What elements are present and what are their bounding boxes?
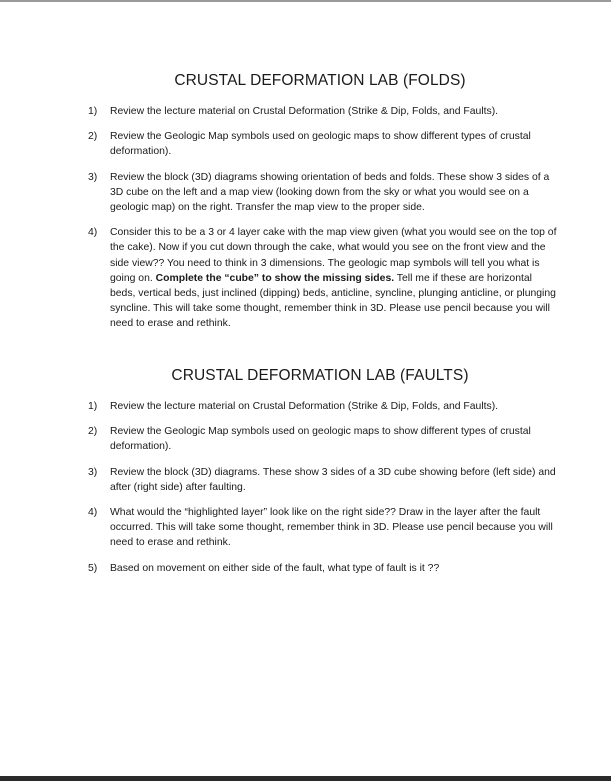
item-number: 4) — [88, 227, 98, 239]
item-text: What would the “highlighted layer” look like on the right side?? Draw in the layer after the fault occurred. This will take some thought, remember think in 3D. Please use pencil because you will need to erase and rethink. — [110, 507, 553, 549]
folds-title: CRUSTAL DEFORMATION LAB (FOLDS) — [174, 72, 466, 89]
list-item — [88, 424, 558, 454]
list-item — [88, 129, 558, 159]
item-number: 3) — [88, 466, 98, 478]
item-text: Based on movement on either side of the fault, what type of fault is it ?? — [110, 562, 440, 574]
list-item — [88, 170, 558, 216]
scan-top-edge — [0, 0, 611, 2]
folds-section — [88, 72, 558, 342]
item-text: Review the Geologic Map symbols used on geologic maps to show different types of crustal deformation). — [110, 426, 531, 453]
item-number: 2) — [88, 131, 98, 143]
scan-bottom-edge — [0, 776, 611, 781]
list-item — [88, 225, 558, 331]
item-text-continued: Tell me if these are horizontal beds, vertical beds, just inclined (dipping) beds, anticline, syncline, plunging anticline, or plunging syncline. This will take some thought, remember think in 3D. Please use pencil because you will need to erase and rethink. — [110, 272, 556, 330]
item-text: Review the block (3D) diagrams showing orientation of beds and folds. These show 3 sides of a 3D cube on the left and a map view (looking down from the sky or what you would see on a geologic map) on the right. Transfer the map view to the proper side. — [110, 171, 550, 214]
list-item — [88, 505, 558, 551]
list-item — [88, 465, 558, 495]
folds-instructions-list — [88, 104, 558, 332]
item-number: 4) — [88, 507, 98, 519]
list-item — [88, 399, 558, 414]
list-item — [88, 561, 558, 576]
item-text: Review the block (3D) diagrams. These show 3 sides of a 3D cube showing before (left side) and after (right side) after faulting. — [110, 466, 556, 493]
item-text: Review the Geologic Map symbols used on geologic maps to show different types of crustal deformation). — [110, 131, 531, 158]
item-number: 5) — [88, 562, 98, 574]
item-text: Consider this to be a 3 or 4 layer cake with the map view given (what you would see on the top of the cake). Now if you cut down through the cake, what would you see on the front view and the side view?? You need to think in 3 dimensions. The geologic map symbols will tell you what is going on. — [110, 227, 557, 284]
item-text: Review the lecture material on Crustal Deformation (Strike & Dip, Folds, and Faults). — [110, 401, 499, 412]
item-number: 1) — [88, 401, 98, 412]
item-text: Review the lecture material on Crustal Deformation (Strike & Dip, Folds, and Faults). — [110, 106, 499, 117]
item-number: 2) — [88, 426, 98, 438]
item-number: 1) — [88, 106, 98, 117]
faults-instructions-list — [88, 399, 558, 576]
list-item — [88, 104, 558, 119]
faults-section — [88, 367, 558, 586]
faults-title: CRUSTAL DEFORMATION LAB (FAULTS) — [171, 367, 469, 384]
item-emphasis: Complete the “cube” to show the missing sides. — [155, 272, 395, 284]
item-number: 3) — [88, 171, 98, 183]
